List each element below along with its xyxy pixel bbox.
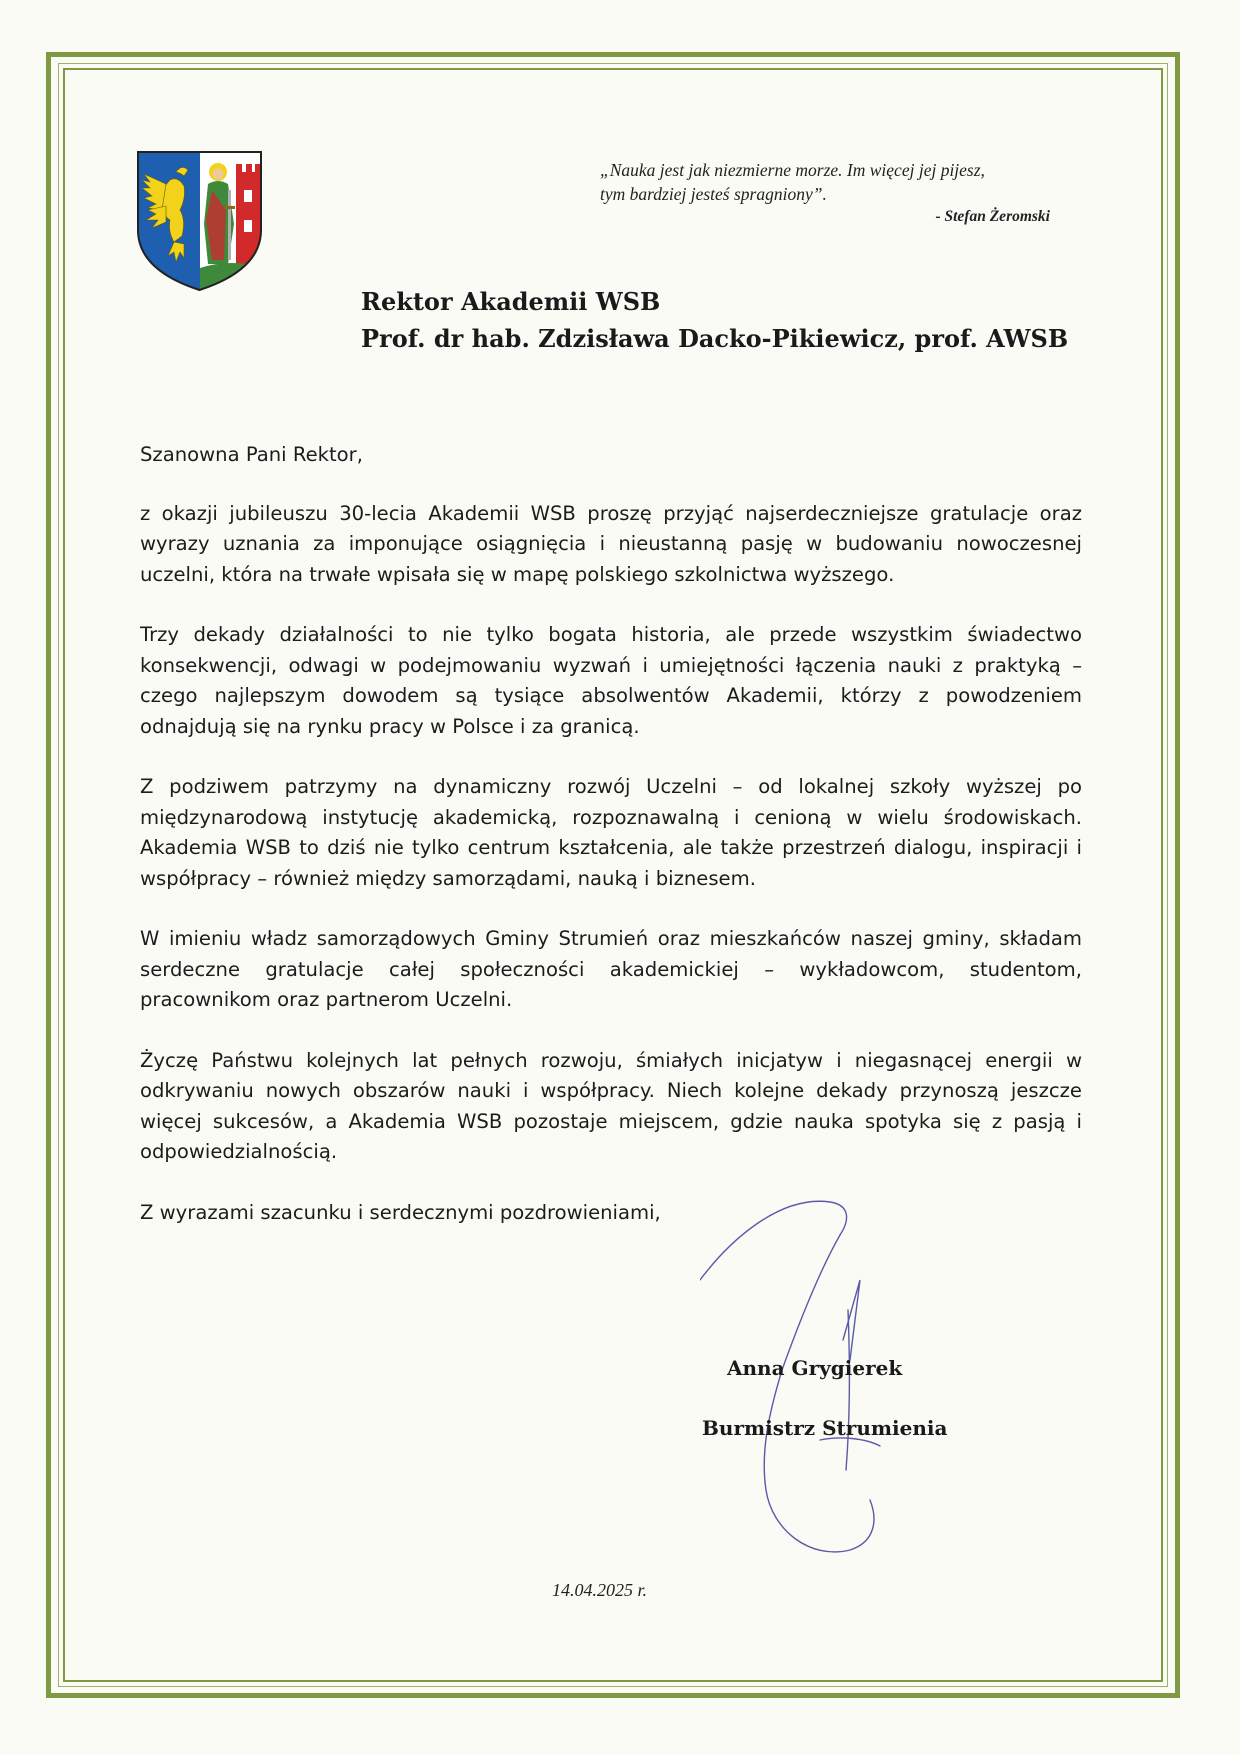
paragraph: Życzę Państwu kolejnych lat pełnych rozwoju, śmiałych inicjatyw i niegasnącej energii w odkrywaniu nowych obszarów nauki i współpracy. Niech kolejne dekady przynoszą jeszcze więcej sukcesów, a Akademia WSB pozostaje miejscem, gdzie nauka spotyka się z pasją i odpowiedzialnością. bbox=[140, 1048, 1082, 1163]
signer-title: Burmistrz Strumienia bbox=[702, 1416, 948, 1440]
coat-of-arms-icon bbox=[136, 150, 263, 292]
paragraph: z okazji jubileuszu 30-lecia Akademii WSB proszę przyjąć najserdeczniejsze gratulacje oraz wyrazy uznania za imponujące osiągnięcia i nieustanną pasję w budowaniu nowoczesnej uczelni, która na trwałe wpisała się w mapę polskiego szkolnictwa wyższego. bbox=[140, 501, 1082, 586]
motto-quote bbox=[600, 158, 1080, 206]
letter-date: 14.04.2025 r. bbox=[552, 1580, 648, 1600]
signer-name: Anna Grygierek bbox=[727, 1356, 903, 1380]
paragraph: W imieniu władz samorządowych Gminy Strumień oraz mieszkańców naszej gminy, składam serdeczne gratulacje całej społeczności akademickiej – wykładowcom, studentom, pracownikom oraz partnerom Uczelni. bbox=[140, 927, 1082, 1011]
paragraph: Z podziwem patrzymy na dynamiczny rozwój Uczelni – od lokalnej szkoły wyższej po międzynarodową instytucję akademicką, rozpoznawalną i cenioną w wielu środowiskach. Akademia WSB to dziś nie tylko centrum kształcenia, ale także przestrzeń dialogu, inspiracji i współpracy – również między samorządami, nauką i biznesem. bbox=[140, 775, 1082, 890]
addressee-block bbox=[361, 283, 1068, 357]
addressee-title: Rektor Akademii WSB bbox=[361, 287, 661, 316]
paragraph: Trzy dekady działalności to nie tylko bogata historia, ale przede wszystkim świadectwo konsekwencji, odwagi w podejmowaniu wyzwań i umiejętności łączenia nauki z praktyką – czego najlepszym dowodem są tysiące absolwentów Akademii, którzy z powodzeniem odnajdują się na rynku pracy w Polsce i za granicą. bbox=[140, 623, 1082, 738]
quote-line-1: „Nauka jest jak niezmierne morze. Im więcej jej pijesz, bbox=[600, 160, 985, 180]
quote-line-2: tym bardziej jesteś spragniony”. bbox=[600, 184, 827, 204]
salutation: Szanowna Pani Rektor, bbox=[140, 443, 363, 466]
letter-body bbox=[140, 440, 1082, 1258]
quote-author: - Stefan Żeromski bbox=[935, 208, 1050, 225]
closing-line: Z wyrazami szacunku i serdecznymi pozdrowieniami, bbox=[140, 1200, 661, 1224]
addressee-name: Prof. dr hab. Zdzisława Dacko-Pikiewicz, prof. AWSB bbox=[361, 324, 1069, 353]
handwritten-signature bbox=[700, 1200, 960, 1600]
